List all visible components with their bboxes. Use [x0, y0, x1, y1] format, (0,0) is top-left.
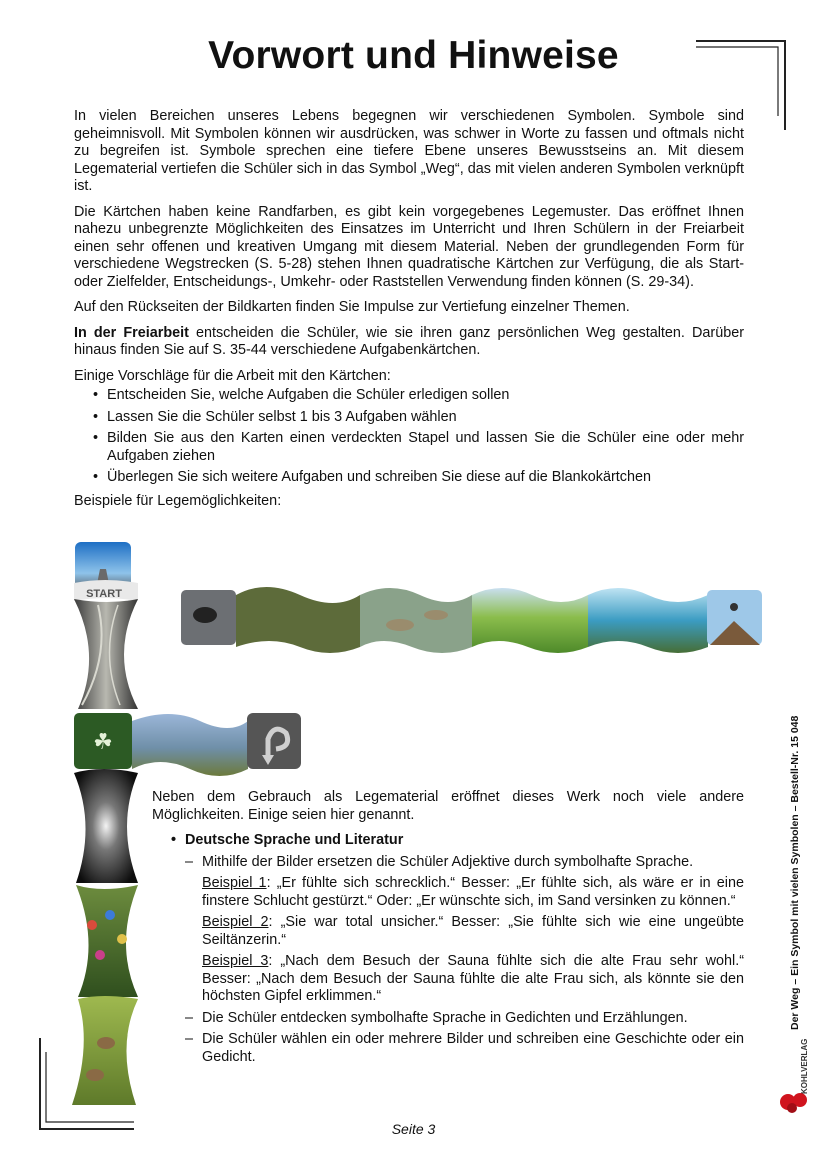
- list-item: • Entscheiden Sie, welche Aufgaben die Schüler erledigen sollen: [107, 387, 744, 405]
- page-number: Seite 3: [391, 1121, 436, 1137]
- example-2: [202, 914, 744, 949]
- marsh-card: [132, 714, 248, 776]
- intro-paragraph-5: Einige Vorschläge für die Arbeit mit den Kärtchen:: [74, 367, 391, 384]
- lower-paragraph-1: Neben dem Gebrauch als Legematerial eröffnet dieses Werk noch viele andere Möglichkeiten. Einige seien hier genannt.: [152, 789, 744, 823]
- intro-paragraph-1: In vielen Bereichen unseres Lebens begegnen wir verschiedenen Symbolen. Symbole sind geheimnisvoll. Mit Symbolen können wir ausdrücken, was schwer in Worte zu fassen und oftmals nicht zu begreifen ist. Symbole sprechen eine tiefere Ebene unseres Bewusstseins an. Mit diesem Legematerial vertiefen die Schüler sich in das Symbol „Weg“, das mit vielen anderen Symbolen verknüpft ist.: [74, 108, 744, 194]
- dash-item-3: – Die Schüler wählen ein oder mehrere Bilder und schreiben eine Geschichte oder ein Gedicht.: [202, 1031, 744, 1066]
- publisher-logo: [776, 1038, 816, 1114]
- lower-section: [152, 789, 744, 1070]
- side-order-text: Der Weg – Ein Symbol mit vielen Symbolen – Bestell-Nr. 15 048: [789, 715, 801, 1030]
- boots-card: [236, 587, 360, 653]
- dash-item-1: – Mithilfe der Bilder ersetzen die Schüler Adjektive durch symbolhafte Sprache.: [202, 854, 744, 872]
- hikers-card: [76, 885, 138, 997]
- freiarbeit-text: entscheiden die Schüler, wie sie ihren ganz persönlichen Weg gestalten. Darüber hinaus finden Sie auf S. 35-44 verschiedene Aufgabenkärtchen.: [74, 324, 744, 358]
- suggestion-list: [74, 387, 744, 487]
- list-item: • Bilden Sie aus den Karten einen verdeckten Stapel und lassen Sie die Schüler eine oder mehr Aufgaben ziehen: [107, 430, 744, 465]
- dash-item-2: – Die Schüler entdecken symbolhafte Sprache in Gedichten und Erzählungen.: [202, 1010, 744, 1028]
- example-3-label: Beispiel 3: [202, 953, 269, 969]
- u-turn-card: [247, 713, 301, 769]
- list-item: • Überlegen Sie sich weitere Aufgaben und schreiben Sie diese auf die Blankokärtchen: [107, 469, 744, 487]
- logo-mark: [778, 1090, 814, 1114]
- example-1-label: Beispiel 1: [202, 875, 267, 891]
- stones-card: [360, 588, 472, 653]
- svg-text:☘: ☘: [93, 730, 113, 755]
- meadow-card: [472, 588, 588, 653]
- example-3: [202, 953, 744, 1006]
- category-heading: • Deutsche Sprache und Literatur: [185, 832, 744, 850]
- example-2-label: Beispiel 2: [202, 914, 269, 930]
- logo-text: KOHLVERLAG: [800, 1038, 809, 1094]
- intro-paragraph-3: Auf den Rückseiten der Bildkarten finden Sie Impulse zur Vertiefung einzelner Themen.: [74, 299, 630, 315]
- examples-heading: Beispiele für Legemöglichkeiten:: [74, 492, 282, 509]
- intro-paragraph-2: Die Kärtchen haben keine Randfarben, es gibt kein vorgegebenes Legemuster. Das eröffnet Ihnen nahezu unbegrenzte Möglichkeiten des Einsatzes im Unterricht und Ihren Schülern in der Freiarbeit einen sehr offenen und kreativen Umgang mit diesem Material. Neben der grundlegenden Form für verschiedene Wegstrecken (S. 5-28) stehen Ihnen quadratische Kärtchen zur Verfügung, die als Start- oder Zielfelder, Entscheidungs-, Umkehr- oder Raststellen Verwendung finden können (S. 29-34).: [74, 203, 744, 290]
- corner-ornament-bottom-left: [38, 1038, 134, 1132]
- freiarbeit-bold: In der Freiarbeit: [74, 324, 189, 341]
- start-label: START: [86, 588, 122, 600]
- tunnel-card: [74, 769, 138, 883]
- example-1: [202, 875, 744, 910]
- example-2-text: : „Sie war total unsicher.“ Besser: „Sie fühlte sich wie eine ungeübte Seiltänzerin.“: [202, 914, 745, 948]
- coast-hikers-card: [588, 588, 708, 653]
- list-item: • Lassen Sie die Schüler selbst 1 bis 3 Aufgaben wählen: [107, 409, 744, 427]
- example-3-text: : „Nach dem Besuch der Sauna fühlte sich die alte Frau sehr wohl.“ Besser: „Nach dem Besuch der Sauna fühlte die alte Frau sich, als könnte sie den höchsten Gipfel erklimmen.“: [202, 953, 744, 1004]
- bridge-card: [74, 599, 138, 709]
- intro-section: [74, 108, 744, 518]
- example-1-text: : „Er fühlte sich schrecklich.“ Besser: „Er fühlte sich, als wäre er in eine finstere Schlucht gestürzt.“ Oder: „Er wünschte sich, im Sand versinken zu können.“: [202, 875, 745, 909]
- intro-paragraph-4: [74, 325, 744, 360]
- page-title: Vorwort und Hinweise: [208, 34, 619, 77]
